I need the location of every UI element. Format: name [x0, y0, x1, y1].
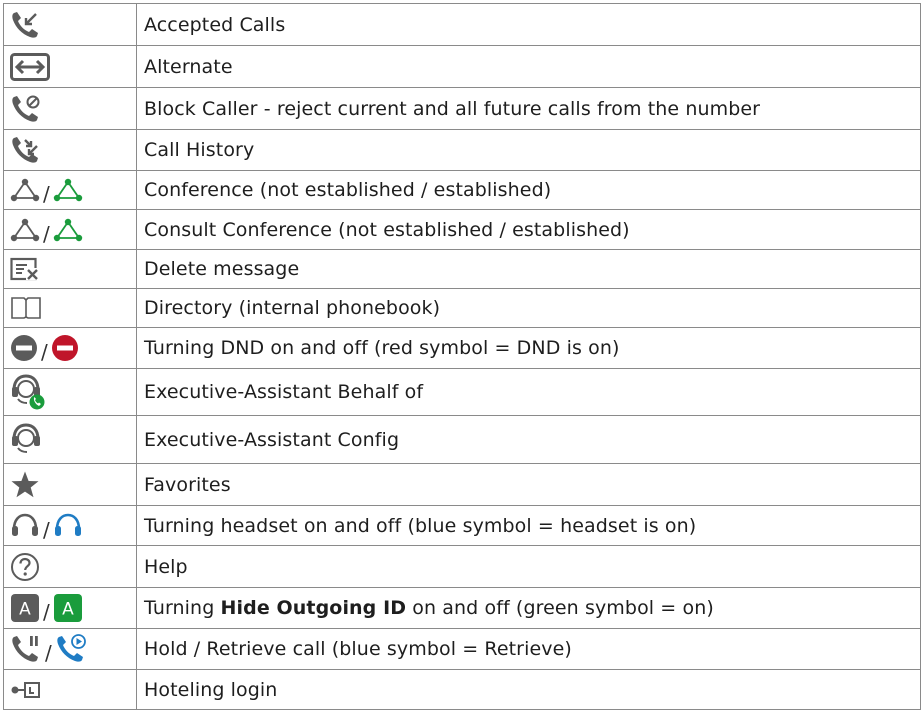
executive-assistant-icon [10, 422, 44, 458]
icon-cell [4, 88, 137, 130]
icon-cell [4, 210, 137, 250]
icon-cell [4, 629, 137, 670]
headset-blue-icon [53, 511, 83, 541]
delete-message-icon [10, 257, 40, 281]
table-row [4, 171, 921, 210]
row-label: Accepted Calls [137, 4, 921, 46]
row-label: Turning headset on and off (blue symbol = headset is on) [137, 506, 921, 546]
icon-cell [4, 171, 137, 210]
table-row [4, 328, 921, 369]
row-label: Hoteling login [137, 670, 921, 710]
icon-cell [4, 289, 137, 328]
table-row [4, 464, 921, 506]
headset-grey-icon [10, 511, 40, 541]
book-icon [10, 296, 42, 320]
icon-cell [4, 416, 137, 464]
svg-text:A: A [19, 599, 31, 620]
icon-cell [4, 250, 137, 289]
conference-green-icon [53, 178, 83, 202]
table-row [4, 670, 921, 710]
help-icon [10, 552, 40, 582]
icon-cell [4, 546, 137, 588]
hide-id-green-icon [53, 593, 83, 623]
retrieve-icon [55, 633, 87, 665]
table-row [4, 629, 921, 670]
separator: / [43, 517, 50, 542]
row-label: Help [137, 546, 921, 588]
svg-text:A: A [61, 599, 74, 620]
icon-cell [4, 4, 137, 46]
phone-block-icon [10, 94, 40, 124]
table-row [4, 130, 921, 171]
icon-legend-table [3, 3, 921, 710]
emphasis: Hide Outgoing ID [220, 597, 407, 619]
table-row [4, 46, 921, 88]
row-label: Alternate [137, 46, 921, 88]
icon-cell [4, 130, 137, 171]
phone-history-icon [10, 135, 40, 165]
icon-cell [4, 464, 137, 506]
separator: / [45, 641, 52, 665]
row-label: Turning Hide Outgoing ID on and off (green symbol = on) [137, 588, 921, 629]
dnd-red-icon [51, 334, 79, 362]
row-label: Delete message [137, 250, 921, 289]
hide-id-grey-icon [10, 593, 40, 623]
row-label: Executive-Assistant Behalf of [137, 369, 921, 416]
conference-green-icon [53, 218, 83, 242]
separator: / [41, 340, 48, 364]
row-label: Executive-Assistant Config [137, 416, 921, 464]
table-row [4, 88, 921, 130]
icon-cell [4, 506, 137, 546]
row-label: Consult Conference (not established / established) [137, 210, 921, 250]
row-label: Favorites [137, 464, 921, 506]
table-row [4, 506, 921, 546]
hold-icon [10, 633, 42, 665]
separator: / [43, 221, 50, 246]
table-row [4, 210, 921, 250]
icon-cell [4, 46, 137, 88]
separator: / [43, 182, 50, 206]
icon-cell [4, 369, 137, 416]
dnd-grey-icon [10, 334, 38, 362]
row-label: Hold / Retrieve call (blue symbol = Retrieve) [137, 629, 921, 670]
row-label: Conference (not established / established) [137, 171, 921, 210]
separator: / [43, 600, 50, 624]
table-row [4, 588, 921, 629]
table-row [4, 289, 921, 328]
phone-incoming-icon [10, 10, 40, 40]
conference-grey-icon [10, 218, 40, 242]
row-label: Call History [137, 130, 921, 171]
table-row [4, 250, 921, 289]
row-label: Directory (internal phonebook) [137, 289, 921, 328]
conference-grey-icon [10, 178, 40, 202]
hoteling-key-icon [10, 679, 42, 701]
icon-cell [4, 328, 137, 369]
row-label: Block Caller - reject current and all future calls from the number [137, 88, 921, 130]
table-row [4, 4, 921, 46]
icon-cell [4, 588, 137, 629]
icon-cell [4, 670, 137, 710]
row-label: Turning DND on and off (red symbol = DND is on) [137, 328, 921, 369]
alternate-arrows-icon [10, 53, 50, 81]
table-row [4, 546, 921, 588]
table-row [4, 416, 921, 464]
star-icon [10, 470, 40, 500]
table-row [4, 369, 921, 416]
executive-assistant-phone-icon [10, 373, 46, 411]
